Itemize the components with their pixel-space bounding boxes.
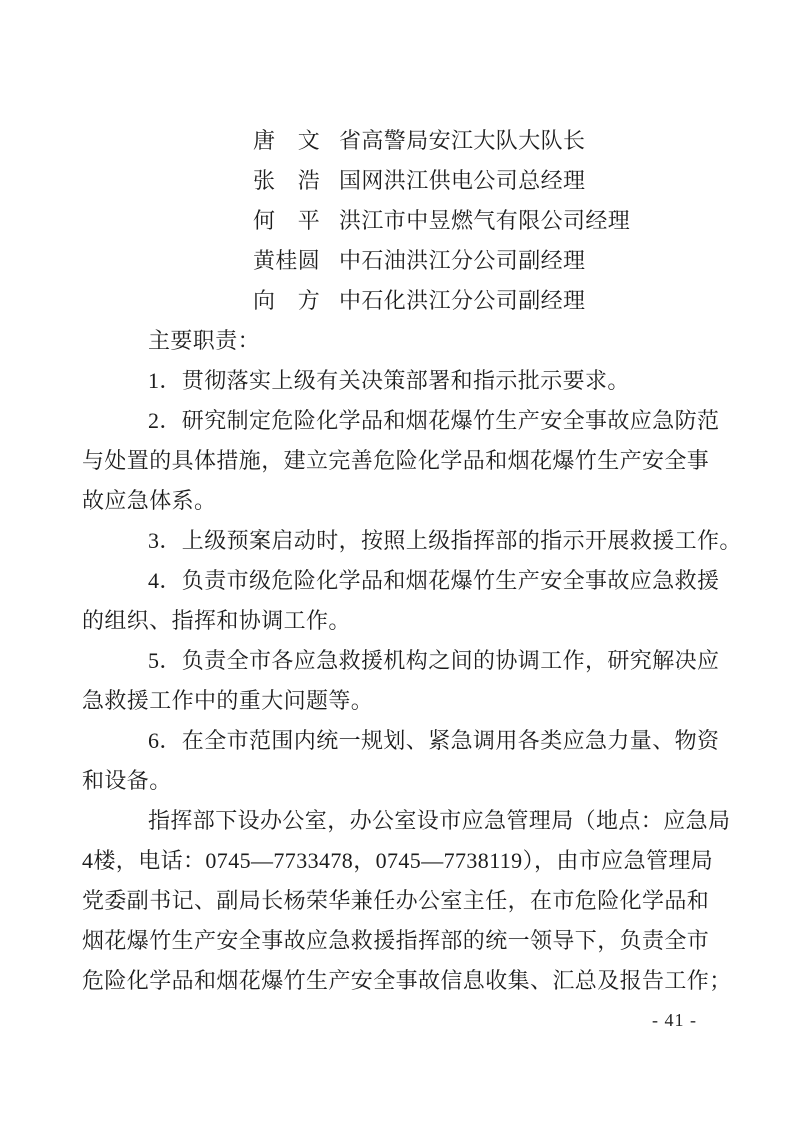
body-line: 6．在全市范围内统一规划、紧急调用各类应急力量、物资 xyxy=(148,728,720,753)
roster-row xyxy=(82,121,716,161)
body-line: 4．负责市级危险化学品和烟花爆竹生产安全事故应急救援 xyxy=(148,568,720,593)
body-line: 2．研究制定危险化学品和烟花爆竹生产安全事故应急防范 xyxy=(148,408,720,433)
paragraph-duty-6 xyxy=(82,721,720,801)
paragraph-duty-3 xyxy=(82,521,742,561)
roster-title: 中石油洪江分公司副经理 xyxy=(339,248,586,273)
roster-row xyxy=(82,281,716,321)
document-body xyxy=(82,121,742,1001)
leadership-roster xyxy=(82,121,716,321)
roster-title: 省高警局安江大队大队长 xyxy=(339,128,586,153)
body-line: 急救援工作中的重大问题等。 xyxy=(82,688,374,713)
roster-row xyxy=(82,161,716,201)
body-line: 指挥部下设办公室，办公室设市应急管理局（地点：应急局 xyxy=(148,808,731,833)
body-line: 1．贯彻落实上级有关决策部署和指示批示要求。 xyxy=(148,368,630,393)
roster-name: 向 方 xyxy=(253,288,321,313)
roster-title: 中石化洪江分公司副经理 xyxy=(339,288,586,313)
roster-name: 黄桂圆 xyxy=(253,248,321,273)
roster-title: 洪江市中昱燃气有限公司经理 xyxy=(339,208,631,233)
body-line: 3．上级预案启动时，按照上级指挥部的指示开展救援工作。 xyxy=(148,528,742,553)
paragraph-duty-2 xyxy=(82,401,720,521)
paragraph-office xyxy=(82,801,732,1001)
body-line: 烟花爆竹生产安全事故应急救援指挥部的统一领导下，负责全市 xyxy=(82,928,710,953)
body-line: 与处置的具体措施，建立完善危险化学品和烟花爆竹生产安全事 xyxy=(82,448,710,473)
body-line: 危险化学品和烟花爆竹生产安全事故信息收集、汇总及报告工作； xyxy=(82,968,732,993)
body-line: 故应急体系。 xyxy=(82,488,217,513)
section-heading: 主要职责： xyxy=(148,328,261,353)
body-line: 和设备。 xyxy=(82,768,172,793)
roster-title: 国网洪江供电公司总经理 xyxy=(339,168,586,193)
page-number: - 41 - xyxy=(652,1010,697,1030)
body-line: 党委副书记、副局长杨荣华兼任办公室主任，在市危险化学品和 xyxy=(82,888,710,913)
paragraph-duty-5 xyxy=(82,641,720,721)
paragraph-duty-4 xyxy=(82,561,720,641)
roster-row xyxy=(82,241,716,281)
body-line: 4楼，电话：0745—7733478，0745—7738119），由市应急管理局 xyxy=(82,848,714,873)
roster-name: 张 浩 xyxy=(253,168,321,193)
roster-name: 唐 文 xyxy=(253,128,321,153)
roster-row xyxy=(82,201,716,241)
body-line: 的组织、指挥和协调工作。 xyxy=(82,608,351,633)
paragraph-duty-1 xyxy=(82,361,716,401)
body-line: 5．负责全市各应急救援机构之间的协调工作，研究解决应 xyxy=(148,648,720,673)
roster-name: 何 平 xyxy=(253,208,321,233)
